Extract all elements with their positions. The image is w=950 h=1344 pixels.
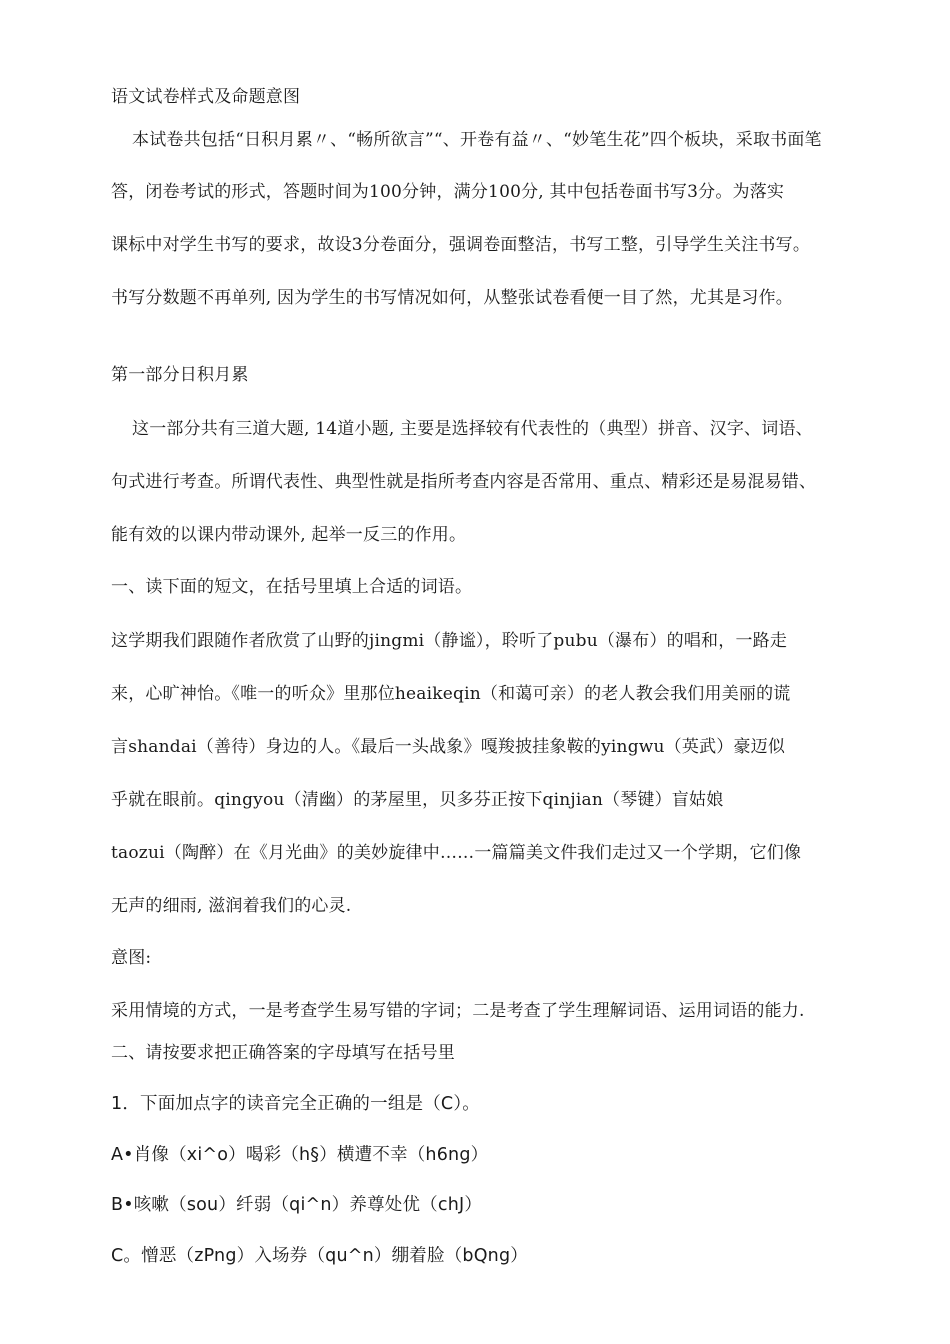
intro-line-1: 本试卷共包括“日积月累〃、“畅所欲言”“、开卷有益〃、“妙笔生花”四个板块，采取书面笔: [132, 130, 822, 150]
passage-line-3: 言shandai（善待）身边的人。《最后一头战象》嘎羧披挂象鞍的yingwu（英武）豪迈似: [111, 737, 786, 757]
passage-line-1: 这学期我们跟随作者欣赏了山野的jingmi（静谧），聆听了pubu（瀑布）的唱和，一路走: [111, 631, 788, 651]
passage-line-6: 无声的细雨, 滋润着我们的心灵.: [111, 896, 352, 916]
option-a: A•肖像（xi^o）喝彩（h§）横遭不幸（h6ng）: [111, 1145, 489, 1165]
passage-line-5: taozui（陶醉）在《月光曲》的美妙旋律中……一篇篇美文件我们走过又一个学期，它们像: [111, 843, 802, 863]
option-b: B•咳嗽（sou）纤弱（qi^n）养尊处优（chJ）: [111, 1195, 483, 1215]
part1-desc-line-2: 句式进行考查。所谓代表性、典型性就是指所考查内容是否常用、重点、精彩还是易混易错、: [111, 472, 817, 492]
part1-heading: 第一部分日积月累: [111, 365, 249, 385]
question2-item-1: 1．下面加点字的读音完全正确的一组是（C）。: [111, 1094, 481, 1114]
passage-line-2: 来，心旷神怡。《唯一的听众》里那位heaikeqin（和蔼可亲）的老人教会我们用美丽的谎: [111, 684, 791, 704]
passage-line-4: 乎就在眼前。qingyou（清幽）的茅屋里，贝多芬正按下qinjian（琴键）盲姑娘: [111, 790, 724, 810]
option-c: C。憎恶（zPng）入场券（qu^n）绷着脸（bQng）: [111, 1246, 528, 1266]
intent-text: 采用情境的方式，一是考查学生易写错的字词；二是考查了学生理解词语、运用词语的能力.: [111, 1001, 805, 1021]
document-title: 语文试卷样式及命题意图: [111, 87, 301, 107]
intro-line-4: 书写分数题不再单列, 因为学生的书写情况如何，从整张试卷看便一目了然，尤其是习作。: [111, 288, 794, 308]
intent-label: 意图:: [111, 948, 152, 968]
question1-heading: 一、读下面的短文，在括号里填上合适的词语。: [111, 577, 473, 597]
question2-heading: 二、请按要求把正确答案的字母填写在括号里: [111, 1043, 455, 1063]
intro-line-2: 答，闭卷考试的形式，答题时间为100分钟，满分100分, 其中包括卷面书写3分。为落实: [111, 182, 785, 202]
part1-desc-line-1: 这一部分共有三道大题, 14道小题, 主要是选择较有代表性的（典型）拼音、汉字、词语、: [132, 419, 813, 439]
part1-desc-line-3: 能有效的以课内带动课外, 起举一反三的作用。: [111, 525, 467, 545]
intro-line-3: 课标中对学生书写的要求，故设3分卷面分，强调卷面整洁，书写工整，引导学生关注书写。: [111, 235, 811, 255]
